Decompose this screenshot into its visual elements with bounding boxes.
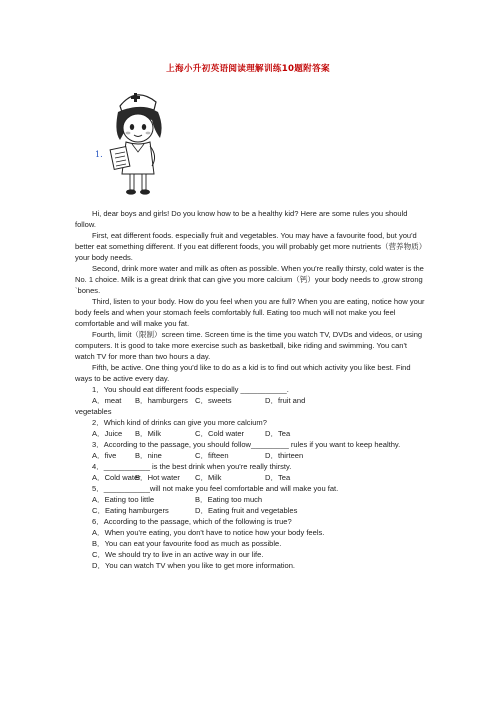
question-5-options-cd [75,505,425,516]
passage-paragraph-4: Third, listen to your body. How do you feel when you are full? When you are eating, notice how your body feels and when your stomach feels comfortably full. Eating too much will not make you feel comfortable and will make you fat. [75,297,425,328]
passage-paragraph-6: Fifth, be active. One thing you'd like to do as a kid is to find out which activity you like best. Find ways to be active every day. [75,363,411,383]
passage-paragraph-2: First, eat different foods. especially fruit and vegetables. You may have a favourite food, but you'd better eat something different. If you eat different foods, you will probably get more nutrients（营养物质）your body needs. [75,231,423,262]
question-1-stem: 1．You should eat different foods especially ___________. [92,385,289,394]
question-5-stem: 5．___________will not make you feel comfortable and will make you fat. [92,484,339,493]
option-d-line1: D．fruit and [265,396,306,405]
passage-paragraph-3: Second, drink more water and milk as often as possible. When you're really thirsty, cold water is the No. 1 choice. Milk is a great drink that can give you more calcium（钙）your body needs to ,grow strong `bones. [75,264,424,295]
option-b: B．Eating too much [195,495,263,504]
question-5-options-ab [75,494,425,505]
document-title: 上海小升初英语阅读理解训练10题附答案 [166,64,330,74]
question-6-option-a [75,527,425,538]
option-c: C．sweets [195,396,232,405]
option-d: D．Eating fruit and vegetables [195,506,298,515]
question-4-options [75,472,425,483]
option-b: B．hamburgers [135,396,188,405]
option-b: B．Milk [135,429,161,438]
option-c: C．Cold water [195,429,245,438]
option-b: B．Hot water [135,473,180,482]
option-d: D．Tea [265,429,291,438]
option-b: B．You can eat your favourite food as much as possible. [92,539,282,548]
option-a: A．Eating too little [92,495,155,504]
question-1-options [75,395,425,406]
option-b: B．nine [135,451,162,460]
option-c: C．fifteen [195,451,229,460]
option-c: C．Milk [195,473,222,482]
option-a: A．When you're eating, you don't have to notice how your body feels. [92,528,325,537]
passage-paragraph-1: Hi, dear boys and girls! Do you know how to be a healthy kid? Here are some rules you should follow. [75,209,408,229]
question-6-option-d [75,560,425,571]
option-c: C．Eating hamburgers [92,506,169,515]
option-a: A．meat [92,396,122,405]
nurse-cartoon-illustration [106,82,170,200]
option-a: A．Cold water [92,473,141,482]
option-d: D．Tea [265,473,291,482]
question-4-stem: 4．___________ is the best drink when you're really thirsty. [92,462,292,471]
option-d-line2: vegetables [75,407,112,416]
reading-passage [75,208,425,571]
question-6-stem: 6．According to the passage, which of the following is true? [92,517,292,526]
option-d: D．thirteen [265,451,304,460]
option-d: D．You can watch TV when you like to get more information. [92,561,296,570]
question-number: 1. [95,150,103,159]
question-2-stem: 2．Which kind of drinks can give you more calcium? [92,418,267,427]
option-a: A．five [92,451,117,460]
question-6-option-b [75,538,425,549]
question-3-stem: 3．According to the passage, you should follow_________ rules if you want to keep healthy. [92,440,401,449]
question-3-options [75,450,425,461]
question-2-options [75,428,425,439]
option-a: A．Juice [92,429,123,438]
passage-paragraph-5: Fourth, limit（限制）screen time. Screen time is the time you watch TV, DVDs and videos, or using computers. It is good to take more exercise such as basketball, bike riding and swimming. You can't watch TV for more than two hours a day. [75,330,423,361]
question-6-option-c [75,549,425,560]
option-c: C．We should try to live in an active way in our life. [92,550,264,559]
